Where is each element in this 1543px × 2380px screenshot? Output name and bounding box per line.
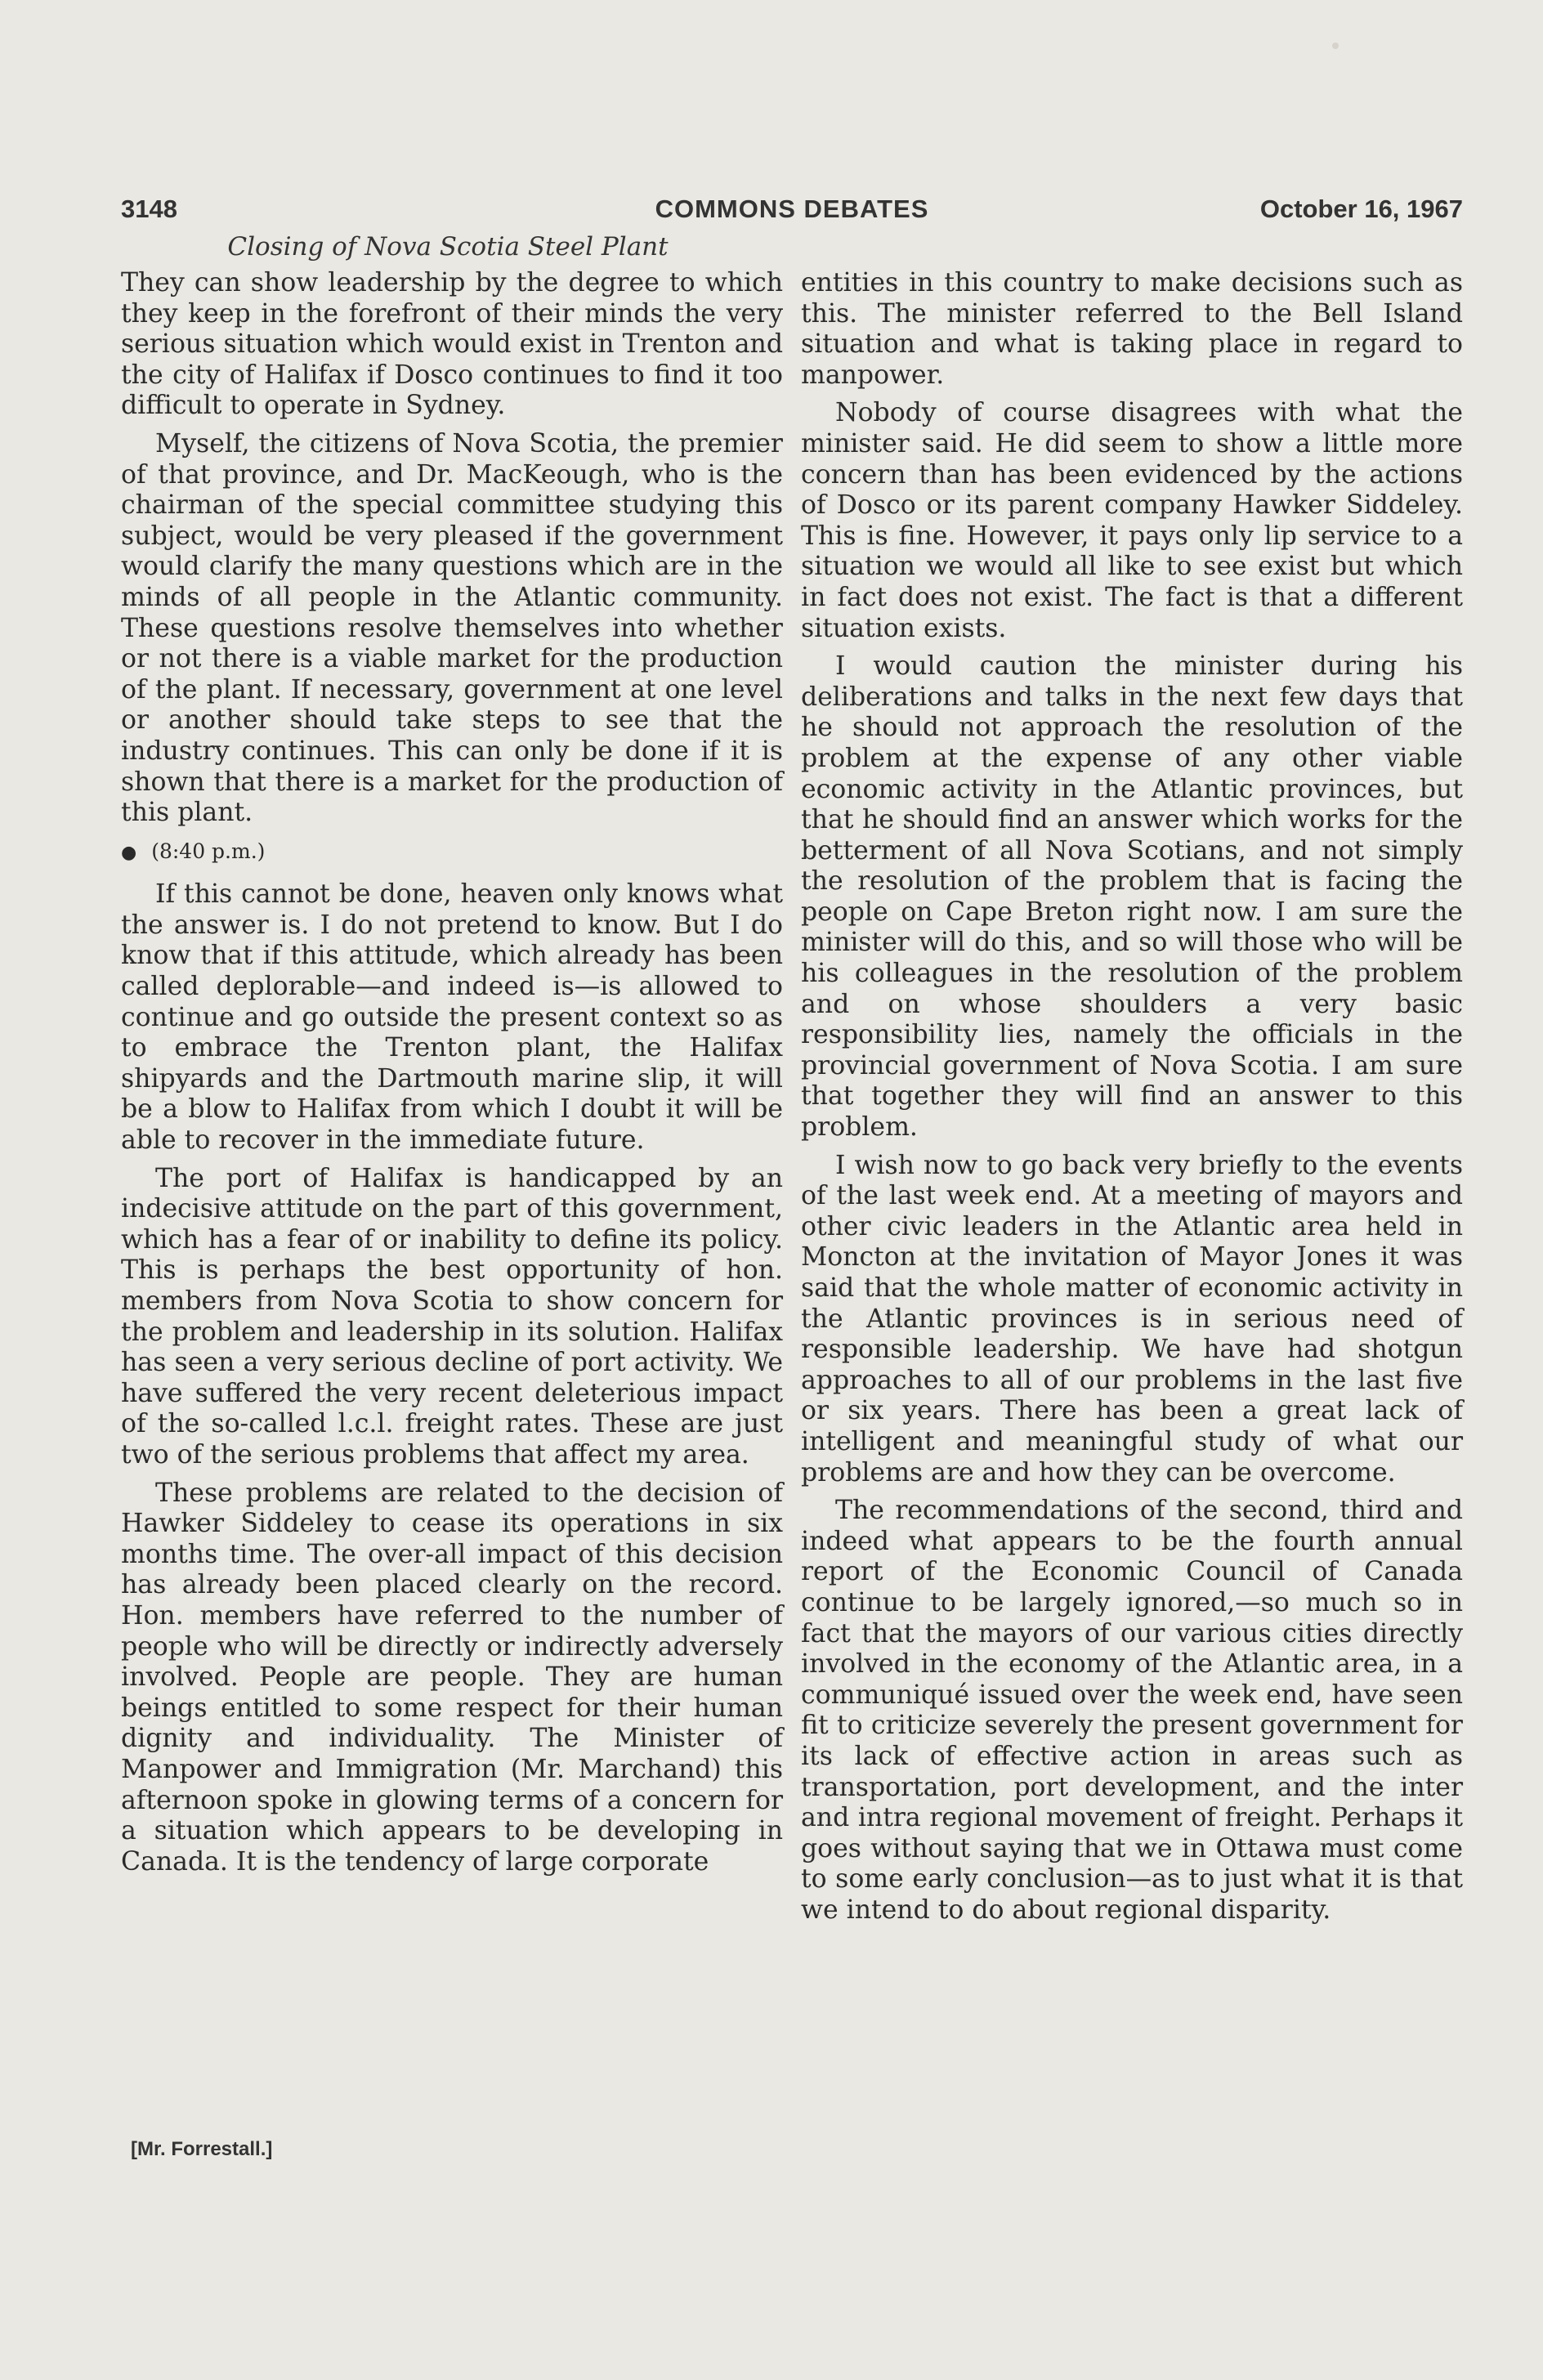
paragraph: If this cannot be done, heaven only knows what the answer is. I do not pretend to know. But I do know that if this attitude, which already has been called deplorable—and indeed is—is allowed to continue and go outside the present context so as to embrace the Trenton plant, the Halifax shipyards and the Dartmouth marine slip, it will be a blow to Halifax from which I doubt it will be able to recover in the immediate future. bbox=[121, 879, 783, 1156]
timestamp bbox=[121, 836, 783, 869]
paragraph: Myself, the citizens of Nova Scotia, the premier of that province, and Dr. MacKeough, who is the chairman of the special committee studying this subject, would be very pleased if the government would clarify the many questions which are in the minds of all people in the Atlantic community. These questions resolve themselves into whether or not there is a viable market for the production of the plant. If necessary, government at one level or another should take steps to see that the industry continues. This can only be done if it is shown that there is a market for the production of this plant. bbox=[121, 428, 783, 828]
paragraph: The recommendations of the second, third and indeed what appears to be the fourth annual report of the Economic Council of Canada continue to be largely ignored,—so much so in fact that the mayors of our various cities directly involved in the economy of the Atlantic area, in a communiqué issued over the week end, have seen fit to criticize severely the present government for its lack of effective action in areas such as transportation, port development, and the inter and intra regional movement of freight. Perhaps it goes without saying that we in Ottawa must come to some early conclusion—as to just what it is that we intend to do about regional disparity. bbox=[801, 1496, 1463, 1925]
page-number: 3148 bbox=[121, 195, 177, 223]
page-header bbox=[121, 195, 1463, 230]
timestamp-text: (8:40 p.m.) bbox=[151, 839, 266, 863]
paragraph: Nobody of course disagrees with what the minister said. He did seem to show a little more concern than has been evidenced by the actions of Dosco or its parent company Hawker Siddeley. This is fine. However, it pays only lip service to a situation we would all like to see exist but which in fact does not exist. The fact is that a different situation exists. bbox=[801, 398, 1463, 643]
paragraph: These problems are related to the decision of Hawker Siddeley to cease its operations in six months time. The over-all impact of this decision has already been placed clearly on the record. Hon. members have referred to the number of people who will be directly or indirectly adversely involved. People are people. They are human beings entitled to some respect for their human dignity and individuality. The Minister of Manpower and Immigration (Mr. Marchand) this afternoon spoke in glowing terms of a concern for a situation which appears to be developing in Canada. It is the tendency of large corporate bbox=[121, 1478, 783, 1877]
paragraph: entities in this country to make decisions such as this. The minister referred to the Bell Island situation and what is taking place in regard to manpower. bbox=[801, 268, 1463, 390]
section-subheading: Closing of Nova Scotia Steel Plant bbox=[227, 232, 669, 262]
speaker-attribution: [Mr. Forrestall.] bbox=[131, 2138, 273, 2160]
paragraph: I wish now to go back very briefly to the events of the last week end. At a meeting of mayors and other civic leaders in the Atlantic area held in Moncton at the invitation of Mayor Jones it was said that the whole matter of economic activity in the Atlantic provinces is in serious need of responsible leadership. We have had shotgun approaches to all of our problems in the last five or six years. There has been a great lack of intelligent and meaningful study of what our problems are and how they can be overcome. bbox=[801, 1150, 1463, 1488]
paragraph: I would caution the minister during his deliberations and talks in the next few days that he should not approach the resolution of the problem at the expense of any other viable economic activity in the Atlantic provinces, but that he should find an answer which works for the betterment of all Nova Scotians, and not simply the resolution of the problem that is facing the people on Cape Breton right now. I am sure the minister will do this, and so will those who will be his colleagues in the resolution of the problem and on whose shoulders a very basic responsibility lies, namely the officials in the provincial government of Nova Scotia. I am sure that together they will find an answer to this problem. bbox=[801, 651, 1463, 1143]
right-column bbox=[801, 268, 1463, 1933]
publication-date: October 16, 1967 bbox=[1259, 195, 1463, 223]
publication-title: COMMONS DEBATES bbox=[655, 195, 929, 223]
bullet-icon: ● bbox=[121, 842, 137, 863]
paper-speck bbox=[1332, 42, 1339, 49]
paragraph: The port of Halifax is handicapped by an indecisive attitude on the part of this government, which has a fear of or inability to define its policy. This is perhaps the best opportunity of hon. members from Nova Scotia to show concern for the problem and leadership in its solution. Halifax has seen a very serious decline of port activity. We have suffered the very recent deleterious impact of the so-called l.c.l. freight rates. These are just two of the serious problems that affect my area. bbox=[121, 1163, 783, 1470]
paragraph: They can show leadership by the degree to which they keep in the forefront of their minds the very serious situation which would exist in Trenton and the city of Halifax if Dosco continues to find it too difficult to operate in Sydney. bbox=[121, 268, 783, 421]
left-column bbox=[121, 268, 783, 1885]
